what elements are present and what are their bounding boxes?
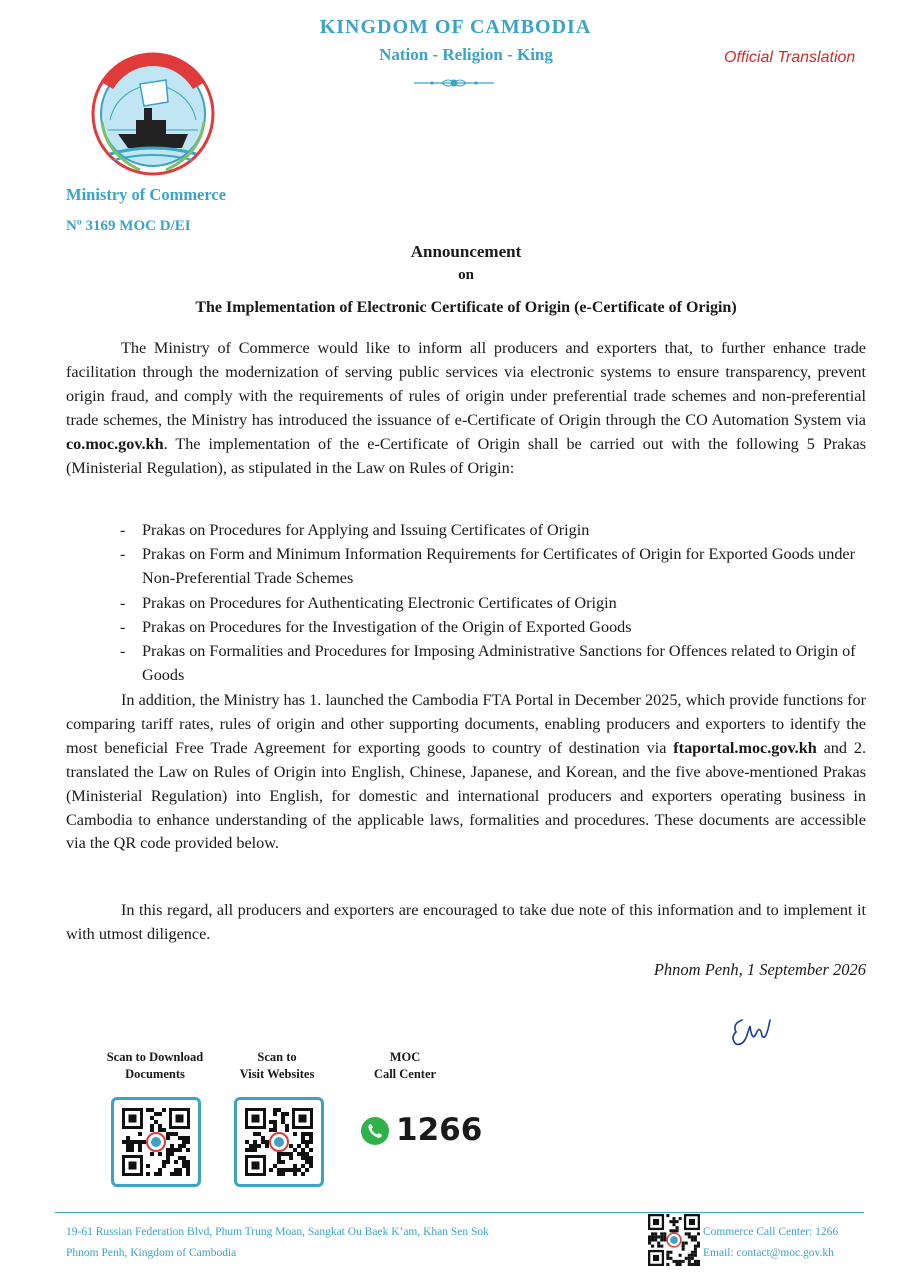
- ornament-divider: [412, 76, 496, 90]
- announcement-heading: Announcement: [410, 242, 522, 261]
- paragraph-closing: [66, 899, 866, 947]
- kingdom-title: KINGDOM OF CAMBODIA: [319, 16, 592, 38]
- qr-websites-label: [212, 1049, 342, 1083]
- call-center-number[interactable]: 1266: [396, 1112, 483, 1148]
- list-item: - Prakas on Form and Minimum Information Requirements for Certificates of Origin for Exported Goods under Non-Preferential Trade Schemes: [118, 542, 868, 590]
- ministry-name: Ministry of Commerce: [66, 185, 227, 204]
- qr-download-label-line2: Documents: [125, 1067, 185, 1081]
- reference-number: Nº 3169 MOC D/EI: [66, 218, 191, 234]
- date-line: Phnom Penh, 1 September 2026: [653, 960, 866, 979]
- footer-address-line1: 19-61 Russian Federation Blvd, Phum Trung Moan, Sangkat Ou Baek K’am, Khan Sen Sok: [66, 1226, 489, 1238]
- qr-code-icon: [122, 1108, 190, 1176]
- official-translation-label: Official Translation: [724, 49, 856, 66]
- footer-qr-code-icon[interactable]: [648, 1214, 700, 1266]
- signature: [728, 1014, 776, 1048]
- paragraph-intro-text-b: . The implementation of the e-Certificate of Origin shall be carried out with the following 5 Prakas (Ministerial Regulation), as stipulated in the Law on Rules of Origin:: [66, 434, 866, 477]
- footer-address-line2: Phnom Penh, Kingdom of Cambodia: [66, 1247, 237, 1259]
- qr-websites-label-line1: Scan to: [257, 1050, 297, 1064]
- co-automation-link: co.moc.gov.kh: [66, 434, 164, 453]
- footer-email[interactable]: Email: contact@moc.gov.kh: [703, 1247, 834, 1259]
- list-item: - Prakas on Formalities and Procedures for Imposing Administrative Sanctions for Offences related to Origin of Goods: [118, 639, 868, 687]
- qr-download-label: [90, 1049, 220, 1083]
- footer-divider: [55, 1212, 864, 1213]
- list-item: - Prakas on Procedures for Authenticating Electronic Certificates of Origin: [118, 591, 868, 615]
- call-center-label: [340, 1049, 470, 1083]
- paragraph-intro-text-a: The Ministry of Commerce would like to inform all producers and exporters that, to further enhance trade facilitation through the modernization of serving public services via electronic systems to ensure transparency, prevent origin fraud, and comply with the requirements of rules of origin under preferential trade schemes and non-preferential trade schemes, the Ministry has introduced the issuance of e-Certificate of Origin through the CO Automation System via: [66, 339, 866, 429]
- paragraph-addition-text-a: In addition, the Ministry has 1. launched the Cambodia FTA Portal in December 2025, which provide functions for comparing tariff rates, rules of origin and other supporting documents, enabling producers and exporters to identify the most beneficial Free Trade Agreement for exporting goods to country of destination via: [66, 691, 866, 757]
- list-item: - Prakas on Procedures for Applying and Issuing Certificates of Origin: [118, 518, 868, 542]
- qr-code-download[interactable]: [111, 1097, 201, 1187]
- paragraph-closing-text: In this regard, all producers and exporters are encouraged to take due note of this information and to implement it with utmost diligence.: [66, 901, 866, 943]
- qr-code-icon: [245, 1108, 313, 1176]
- paragraph-intro: [66, 337, 866, 480]
- paragraph-addition-text-b: and 2. translated the Law on Rules of Origin into English, Chinese, Japanese, and Korean, and the five above-mentioned Prakas (Ministerial Regulation) into English, for domestic and international producers and exporters operating business in Cambodia to enhance understanding of the applicable laws, formalities and procedures. These documents are accessible via the QR code provided below.: [66, 738, 867, 853]
- call-center-label-line2: Call Center: [373, 1067, 437, 1081]
- qr-websites-label-line2: Visit Websites: [239, 1067, 315, 1081]
- footer-call-center: Commerce Call Center: 1266: [703, 1226, 839, 1238]
- paragraph-addition: [66, 689, 866, 856]
- prakas-list: [118, 518, 868, 687]
- national-motto: Nation - Religion - King: [379, 45, 553, 64]
- call-center-label-line1: MOC: [389, 1050, 421, 1064]
- fta-portal-link: ftaportal.moc.gov.kh: [673, 738, 817, 757]
- list-item: - Prakas on Procedures for the Investigation of the Origin of Exported Goods: [118, 615, 868, 639]
- announcement-subject: The Implementation of Electronic Certificate of Origin (e-Certificate of Origin): [195, 299, 737, 316]
- announcement-on: on: [458, 267, 474, 283]
- ministry-logo: [88, 50, 218, 178]
- qr-code-websites[interactable]: [234, 1097, 324, 1187]
- phone-icon: [360, 1116, 390, 1146]
- qr-download-label-line1: Scan to Download: [106, 1050, 204, 1064]
